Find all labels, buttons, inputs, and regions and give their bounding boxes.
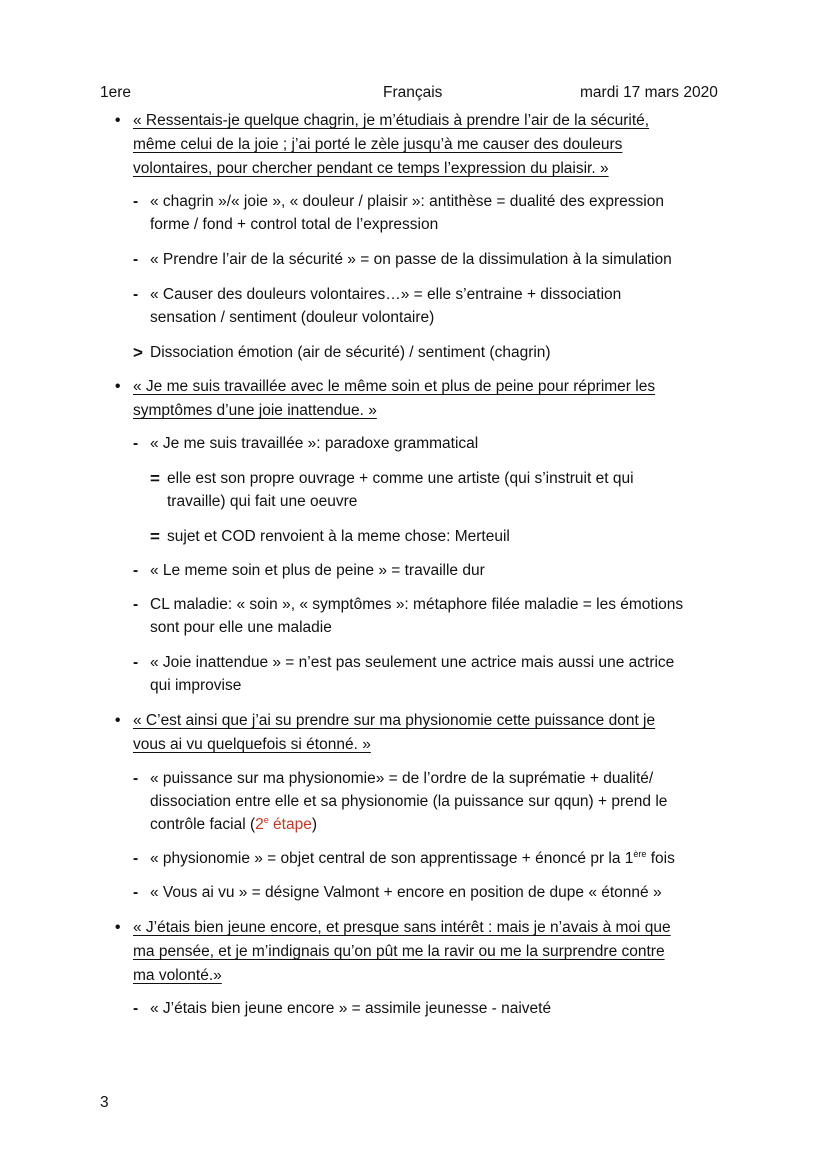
note-line: travaille) qui fait une oeuvre	[167, 493, 358, 510]
etape-word: étape	[268, 816, 312, 833]
header-subject: Français	[383, 84, 443, 101]
note-line: sujet et COD renvoient à la meme chose: Merteuil	[167, 528, 510, 545]
quote-line: « C’est ainsi que j’ai su prendre sur ma physionomie cette puissance dont je	[133, 712, 656, 729]
equals-marker: =	[150, 469, 160, 488]
dash-marker: -	[133, 850, 139, 867]
etape-close: )	[311, 816, 318, 833]
bullet-marker: •	[115, 712, 121, 729]
note-line: sensation / sentiment (douleur volontaire)	[150, 309, 435, 326]
quote-line: volontaires, pour chercher pendant ce temps l’expression du plaisir. »	[133, 160, 609, 177]
dash-marker: -	[133, 770, 139, 787]
etape-highlight	[255, 816, 312, 833]
bullet-marker: •	[115, 112, 121, 129]
quote-line: « J’étais bien jeune encore, et presque sans intérêt : mais je n’avais à moi que	[133, 919, 671, 936]
note-line: « Prendre l’air de la sécurité » = on passe de la dissimulation à la simulation	[150, 251, 672, 268]
note-text: « physionomie » = objet central de son apprentissage + énoncé pr la 1	[150, 850, 634, 867]
note-line: Dissociation émotion (air de sécurité) / sentiment (chagrin)	[150, 344, 551, 361]
bullet-marker: •	[115, 919, 121, 936]
header-date: mardi 17 mars 2020	[580, 84, 718, 101]
quote-line: vous ai vu quelquefois si étonné. »	[133, 736, 371, 753]
quote-line: ma volonté.»	[133, 967, 222, 984]
note-line: « J’étais bien jeune encore » = assimile jeunesse - naiveté	[150, 1000, 552, 1017]
note-line: « puissance sur ma physionomie» = de l’ordre de la suprématie + dualité/	[150, 770, 654, 787]
bullet-marker: •	[115, 378, 121, 395]
note-text: contrôle facial (	[150, 816, 256, 833]
dash-marker: -	[133, 251, 139, 268]
note-line: CL maladie: « soin », « symptômes »: métaphore filée maladie = les émotions	[150, 596, 684, 613]
quote-line: « Je me suis travaillée avec le même soin et plus de peine pour réprimer les	[133, 378, 656, 395]
note-line: « Je me suis travaillée »: paradoxe grammatical	[150, 435, 479, 452]
page-number: 3	[100, 1094, 109, 1111]
dash-marker: -	[133, 562, 139, 579]
etape-number: 2	[255, 816, 264, 833]
equals-marker: =	[150, 527, 160, 546]
note-line	[150, 848, 675, 870]
note-line: qui improvise	[150, 677, 242, 694]
quote-line: « Ressentais-je quelque chagrin, je m’étudiais à prendre l’air de la sécurité,	[133, 112, 650, 129]
quote-line: symptômes d’une joie inattendue. »	[133, 402, 377, 419]
note-line: sont pour elle une maladie	[150, 619, 332, 636]
note-line: « Joie inattendue » = n’est pas seulement une actrice mais aussi une actrice	[150, 654, 675, 671]
dash-marker: -	[133, 435, 139, 452]
note-line: « Vous ai vu » = désigne Valmont + encore en position de dupe « étonné »	[150, 884, 662, 901]
header-class: 1ere	[100, 84, 132, 101]
dash-marker: -	[133, 1000, 139, 1017]
quote-line: même celui de la joie ; j’ai porté le zèle jusqu’à me causer des douleurs	[133, 136, 623, 153]
dash-marker: -	[133, 596, 139, 613]
note-line: forme / fond + control total de l’expression	[150, 216, 439, 233]
dash-marker: -	[133, 884, 139, 901]
note-line	[150, 814, 317, 836]
dash-marker: -	[133, 654, 139, 671]
dash-marker: -	[133, 286, 139, 303]
dash-marker: -	[133, 193, 139, 210]
note-line: « Le meme soin et plus de peine » = travaille dur	[150, 562, 485, 579]
note-text: fois	[650, 850, 675, 867]
arrow-marker: >	[133, 343, 143, 362]
etape-superscript: e	[263, 815, 269, 825]
ere-superscript: ère	[633, 849, 647, 859]
note-line: « chagrin »/« joie », « douleur / plaisir »: antithèse = dualité des expression	[150, 193, 664, 210]
note-line: « Causer des douleurs volontaires…» = elle s’entraine + dissociation	[150, 286, 622, 303]
note-line: dissociation entre elle et sa physionomie (la puissance sur qqun) + prend le	[150, 793, 668, 810]
note-line: elle est son propre ouvrage + comme une artiste (qui s’instruit et qui	[167, 470, 634, 487]
quote-line: ma pensée, et je m’indignais qu’on pût me la ravir ou me la surprendre contre	[133, 943, 665, 960]
